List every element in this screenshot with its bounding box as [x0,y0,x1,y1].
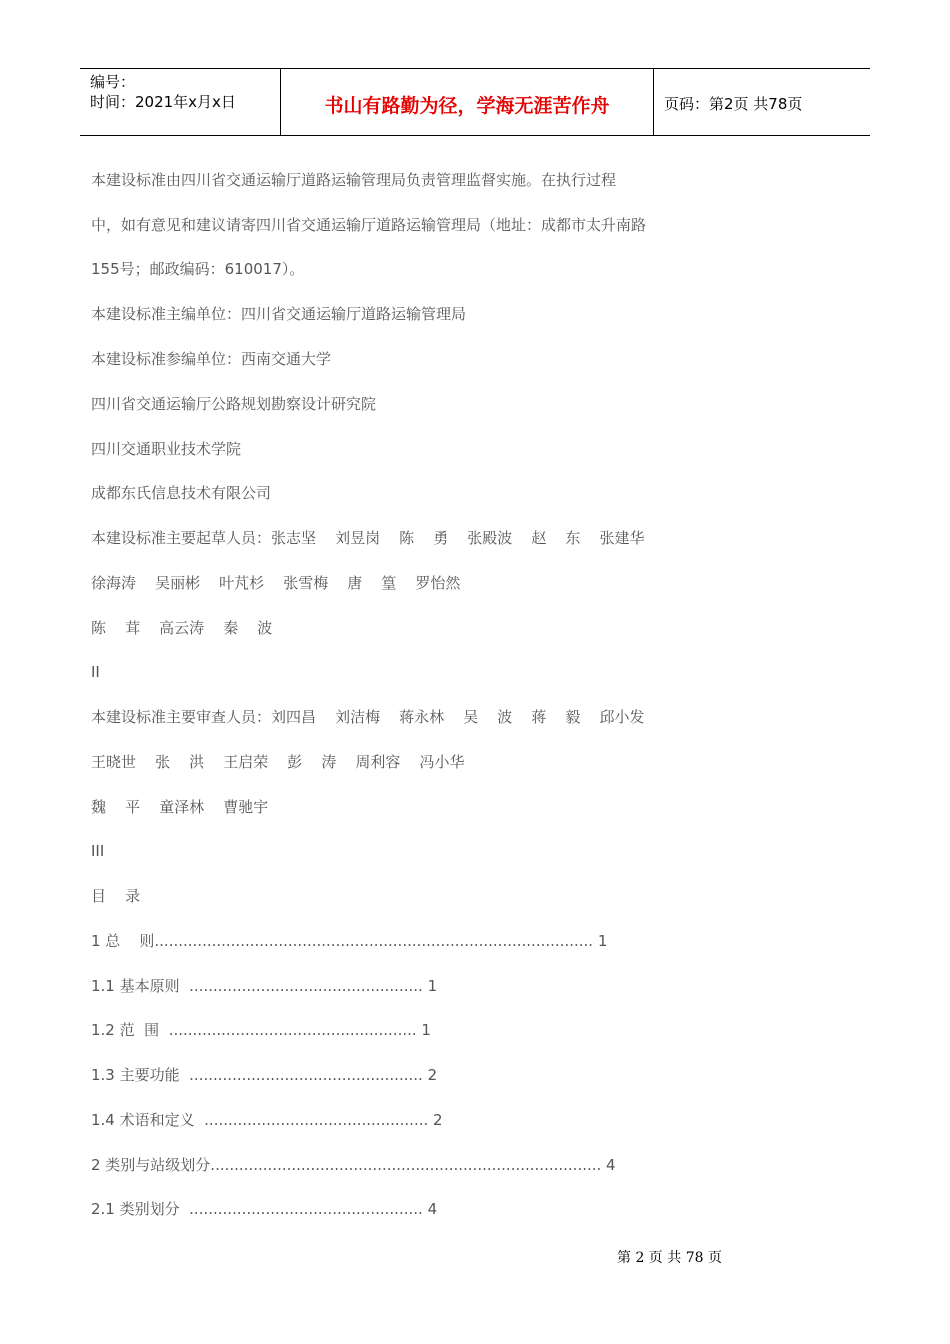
body-line: 魏 平 童泽林 曹驰宇 [91,798,269,816]
document-number-label: 编号： [90,73,136,91]
document-time-label: 时间：2021年x月x日 [90,93,236,111]
body-line: 本建设标准由四川省交通运输厅道路运输管理局负责管理监督实施。在执行过程 [91,171,617,189]
body-line: 王晓世 张 洪 王启荣 彭 涛 周利容 冯小华 [91,753,465,771]
page-footer: 第 2 页 共 78 页 [617,1250,722,1266]
body-line: 本建设标准主要审查人员：刘四昌 刘洁梅 蒋永林 吴 波 蒋 毅 邱小发 [91,708,645,726]
toc-entry[interactable]: 1.4 术语和定义 ............................................... 2 [91,1111,443,1129]
body-line: 陈 茸 高云涛 秦 波 [91,619,273,637]
toc-entry[interactable]: 2 类别与站级划分.................................................................................. 4 [91,1156,616,1174]
toc-entry[interactable]: 2.1 类别划分 ................................................. 4 [91,1200,438,1218]
toc-heading: 目 录 [91,887,141,905]
body-line: 四川省交通运输厅公路规划勘察设计研究院 [91,395,377,413]
body-line: 徐海涛 吴丽彬 叶芃杉 张雪梅 唐 篁 罗怡然 [91,574,461,592]
body-line: 成都东氏信息技术有限公司 [91,484,272,502]
body-line: 四川交通职业技术学院 [91,440,242,458]
header-motto: 书山有路勤为径，学海无涯苦作舟 [281,69,654,135]
body-line: 中，如有意见和建议请寄四川省交通运输厅道路运输管理局（地址：成都市太升南路 [91,216,647,234]
body-line: 本建设标准主编单位：四川省交通运输厅道路运输管理局 [91,305,467,323]
toc-entry[interactable]: 1.1 基本原则 ................................................. 1 [91,977,438,995]
header-page-info: 页码：第2页 共78页 [664,94,803,113]
toc-entry[interactable]: 1 总 则............................................................................................ 1 [91,932,608,950]
header-meta-cell [80,69,281,135]
body-line: 本建设标准主要起草人员：张志坚 刘昱岗 陈 勇 张殿波 赵 东 张建华 [91,529,645,547]
section-roman-numeral: III [91,842,105,860]
toc-entry[interactable]: 1.2 范 围 .................................................... 1 [91,1021,431,1039]
section-roman-numeral: II [91,663,100,681]
toc-entry[interactable]: 1.3 主要功能 ................................................. 2 [91,1066,438,1084]
page-header [80,68,870,136]
body-line: 155号；邮政编码：610017）。 [91,260,305,278]
body-line: 本建设标准参编单位：西南交通大学 [91,350,332,368]
